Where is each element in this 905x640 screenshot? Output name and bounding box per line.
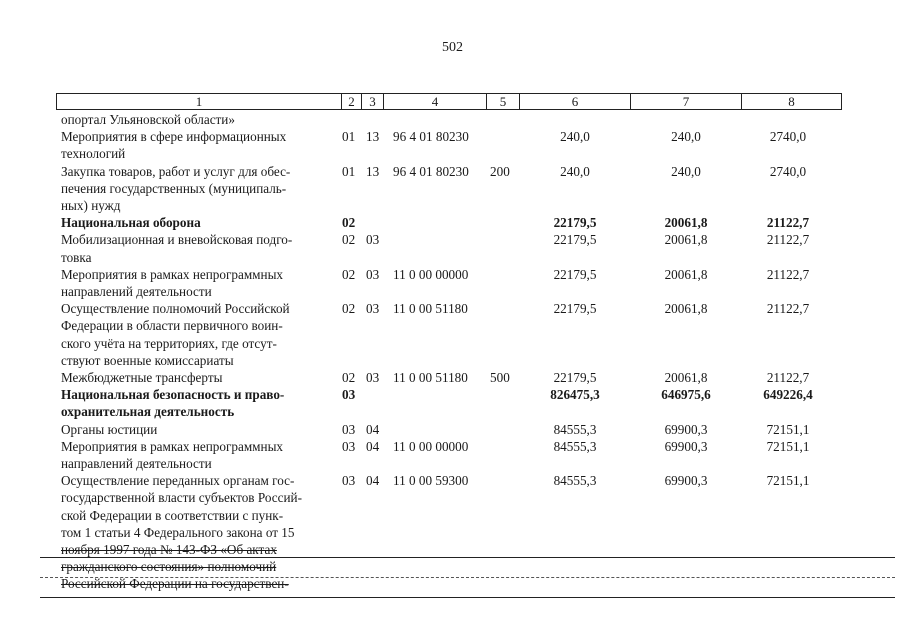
bottom-rule-dashed [40,577,895,578]
row-name-line: Национальная оборона [61,215,201,231]
header-col-3: 3 [362,94,384,109]
row-value-col8: 649226,4 [763,387,813,403]
row-section: 01 [342,163,356,179]
row-name-line: печения государственных (муниципаль- [61,180,287,196]
row-value-col7: 20061,8 [664,232,708,248]
header-col-7: 7 [631,94,742,109]
row-name-line: Закупка товаров, работ и услуг для обес- [61,163,291,179]
row-subsection: 13 [366,129,380,145]
row-name [61,421,333,438]
row-value-col6: 22179,5 [553,370,597,385]
row-value-col6: 240,0 [560,163,590,179]
row-name-line: Осуществление полномочий Российской [61,301,290,317]
row-name [61,111,333,128]
row-subsection: 03 [366,301,380,317]
row-name-line: Мобилизационная и вневойсковая подго- [61,232,293,248]
row-name-line: Осуществление переданных органам гос- [61,473,295,489]
row-subsection: 03 [366,232,380,248]
row-value-col6: 240,0 [560,129,590,145]
row-name [61,231,333,265]
row-value-col6: 84555,3 [553,421,597,437]
row-value-col7: 240,0 [671,129,701,145]
row-value-col8: 21122,7 [766,266,810,282]
header-col-2: 2 [342,94,362,109]
row-value-col7: 69900,3 [664,473,708,489]
row-value-col7: 240,0 [671,163,701,179]
row-value-col6: 22179,5 [553,266,597,282]
row-value-col8: 2740,0 [769,163,807,179]
row-value-col6: 84555,3 [553,473,597,489]
row-value-col6: 22179,5 [553,215,597,231]
row-section: 02 [342,232,356,248]
row-value-col6: 22179,5 [553,232,597,248]
bottom-rule-2 [40,597,895,598]
row-name-line: Федерации в области первичного воин- [61,318,283,334]
row-name [61,266,333,300]
row-value-col7: 20061,8 [664,215,708,231]
row-subsection: 04 [366,421,380,437]
row-name-line: ных) нужд [61,198,121,213]
row-section: 02 [342,301,356,317]
row-value-col7: 20061,8 [664,301,708,317]
row-target-code: 96 4 01 80230 [393,129,469,145]
header-col-5: 5 [487,94,520,109]
bottom-rule-1 [40,557,895,558]
row-name-line: технологий [61,146,126,162]
row-name-line: Органы юстиции [61,421,158,437]
row-target-code: 11 0 00 00000 [393,438,469,454]
row-subsection: 04 [366,438,380,454]
row-target-code: 96 4 01 80230 [393,163,469,179]
row-value-col6: 22179,5 [553,301,597,317]
row-section: 02 [342,215,356,231]
row-value-col8: 21122,7 [766,370,810,385]
row-name [61,386,333,420]
row-value-col8: 72151,1 [766,473,810,489]
row-name [61,438,333,472]
row-expense-type: 200 [490,163,510,179]
row-expense-type: 500 [490,370,510,385]
header-col-6: 6 [520,94,631,109]
row-name [61,472,333,592]
row-value-col8: 21122,7 [766,301,810,317]
row-name-line: том 1 статьи 4 Федерального закона от 15 [61,524,295,540]
row-name-line: охранительная деятельность [61,404,235,420]
row-name-line: ской Федерации в соответствии с пунк- [61,507,284,523]
row-value-col7: 69900,3 [664,421,708,437]
row-value-col6: 826475,3 [550,387,600,403]
row-name-line: Мероприятия в рамках непрограммных [61,266,284,282]
row-name-line: ского учёта на территориях, где отсут- [61,335,277,351]
row-value-col8: 72151,1 [766,438,810,454]
row-section: 03 [342,473,356,489]
row-subsection: 03 [366,370,380,385]
row-section: 03 [342,438,356,454]
row-subsection: 13 [366,163,380,179]
row-target-code: 11 0 00 51180 [393,370,468,385]
row-name-line: государственной власти субъектов Россий- [61,490,302,506]
table-header [56,93,842,110]
row-name [61,163,333,215]
row-name [61,128,333,162]
row-name [61,214,333,231]
row-name [61,300,333,369]
header-col-4: 4 [384,94,487,109]
row-name [61,369,333,386]
row-value-col6: 84555,3 [553,438,597,454]
row-value-col8: 21122,7 [766,215,810,231]
row-target-code: 11 0 00 59300 [393,473,469,489]
row-value-col7: 20061,8 [664,370,708,385]
header-col-1: 1 [57,94,342,109]
row-name-line: Национальная безопасность и право- [61,387,285,403]
row-section: 02 [342,370,356,385]
row-section: 01 [342,129,356,145]
header-col-8: 8 [788,94,795,109]
row-value-col7: 646975,6 [661,387,711,403]
row-subsection: 04 [366,473,380,489]
row-value-col7: 20061,8 [664,266,708,282]
row-name-line: направлений деятельности [61,456,212,471]
row-value-col8: 21122,7 [766,232,810,248]
row-name-line: Мероприятия в рамках непрограммных [61,438,284,454]
row-section: 03 [342,421,356,437]
row-name-line: Российской Федерации на государствен- [61,576,289,592]
row-target-code: 11 0 00 00000 [393,266,469,282]
row-value-col8: 2740,0 [769,129,807,145]
row-value-col8: 72151,1 [766,421,810,437]
row-name-line: ствуют военные комиссариаты [61,352,234,368]
row-name-line: опортал Ульяновской области» [61,112,235,127]
row-value-col7: 69900,3 [664,438,708,454]
row-name-line: гражданского состояния» полномочий [61,559,277,575]
row-name-line: Межбюджетные трансферты [61,370,223,385]
row-name-line: ноября 1997 года № 143-ФЗ «Об актах [61,542,277,557]
row-name-line: Мероприятия в сфере информационных [61,129,287,145]
page-number: 502 [442,40,463,55]
row-subsection: 03 [366,266,380,282]
row-name-line: товка [61,249,92,265]
row-section: 03 [342,387,356,403]
row-section: 02 [342,266,356,282]
row-name-line: направлений деятельности [61,284,212,299]
row-target-code: 11 0 00 51180 [393,301,468,317]
